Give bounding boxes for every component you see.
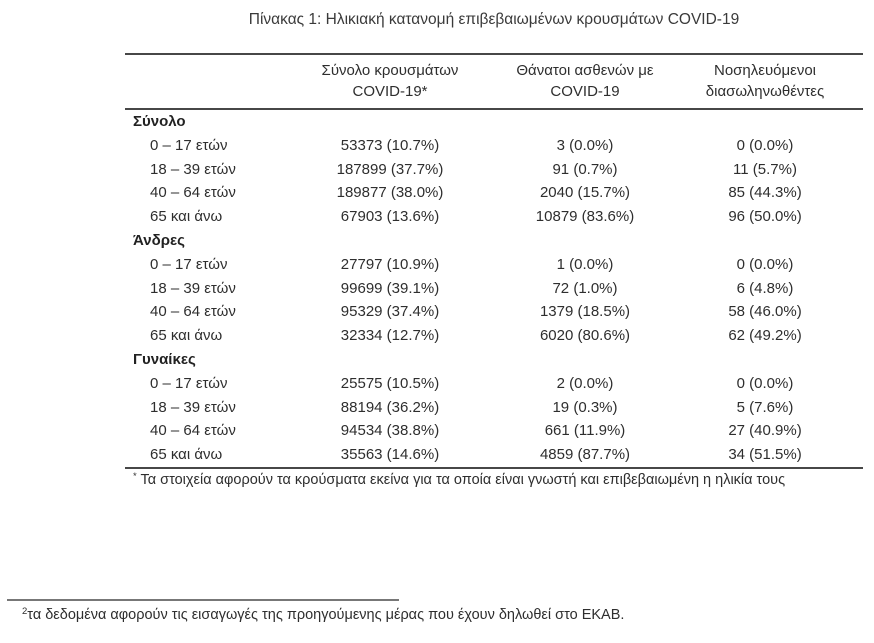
table-row bbox=[125, 324, 863, 348]
table-footnote bbox=[125, 472, 863, 488]
age-label: 0 – 17 ετών bbox=[150, 255, 228, 273]
header-row bbox=[125, 54, 863, 109]
cases-value: 187899 (37.7%) bbox=[336, 160, 444, 178]
deaths-value: 1 (0.0%) bbox=[556, 255, 614, 273]
column-header-line: Θάνατοι ασθενών με bbox=[516, 62, 654, 79]
table-row bbox=[125, 443, 863, 468]
column-header-line: Νοσηλευόμενοι bbox=[713, 62, 816, 79]
deaths-value: 661 (11.9%) bbox=[544, 422, 626, 440]
intubated-value: 0 (0.0%) bbox=[736, 136, 794, 154]
age-label: 65 και άνω bbox=[150, 327, 223, 345]
intubated-value: 6 (4.8%) bbox=[736, 279, 794, 297]
table-row bbox=[125, 277, 863, 301]
column-header-line: COVID-19 bbox=[550, 83, 620, 100]
deaths-value: 4859 (87.7%) bbox=[539, 446, 631, 464]
table-row bbox=[125, 300, 863, 324]
age-label: 40 – 64 ετών bbox=[150, 303, 236, 321]
column-header-deaths bbox=[503, 54, 667, 109]
footnote-asterisk-marker: * bbox=[133, 470, 137, 482]
intubated-value: 58 (46.0%) bbox=[728, 303, 802, 321]
table-row bbox=[125, 205, 863, 229]
empty-cell bbox=[277, 348, 503, 372]
cases-value: 67903 (13.6%) bbox=[340, 208, 440, 226]
intubated-value: 34 (51.5%) bbox=[728, 446, 802, 464]
deaths-value: 72 (1.0%) bbox=[552, 279, 618, 297]
section-row bbox=[125, 348, 863, 372]
column-header-line: Σύνολο κρουσμάτων bbox=[321, 62, 459, 79]
page-footnote-text: τα δεδομένα αφορούν τις εισαγωγές της προηγούμενης μέρας που έχουν δηλωθεί στο ΕΚΑΒ. bbox=[27, 607, 625, 623]
page-footnote bbox=[22, 607, 624, 623]
cases-value: 88194 (36.2%) bbox=[340, 398, 440, 416]
cases-age-distribution-table bbox=[125, 53, 863, 488]
deaths-value: 3 (0.0%) bbox=[556, 136, 614, 154]
age-label: 18 – 39 ετών bbox=[150, 398, 236, 416]
age-label: 0 – 17 ετών bbox=[150, 374, 228, 392]
table-row bbox=[125, 372, 863, 396]
empty-cell bbox=[503, 229, 667, 253]
deaths-value: 10879 (83.6%) bbox=[535, 208, 635, 226]
empty-cell bbox=[277, 109, 503, 134]
intubated-value: 11 (5.7%) bbox=[733, 160, 797, 178]
section-label: Άνδρες bbox=[133, 231, 185, 249]
age-label: 18 – 39 ετών bbox=[150, 160, 236, 178]
footnote-number-marker: 2 bbox=[22, 606, 28, 617]
table-row bbox=[125, 181, 863, 205]
age-label: 65 και άνω bbox=[150, 208, 223, 226]
section-row bbox=[125, 109, 863, 134]
table-row bbox=[125, 396, 863, 420]
column-header-line: διασωληνωθέντες bbox=[705, 83, 825, 100]
intubated-value: 27 (40.9%) bbox=[728, 422, 802, 440]
cases-value: 189877 (38.0%) bbox=[336, 184, 444, 202]
empty-cell bbox=[503, 348, 667, 372]
empty-cell bbox=[667, 109, 863, 134]
empty-header-cell bbox=[125, 54, 277, 109]
table-footnote-text: Τα στοιχεία αφορούν τα κρούσματα εκείνα για τα οποία είναι γνωστή και επιβεβαιωμένη η ηλικία τους bbox=[136, 471, 786, 488]
column-header-line: COVID-19* bbox=[352, 83, 428, 100]
deaths-value: 91 (0.7%) bbox=[552, 160, 618, 178]
empty-cell bbox=[503, 109, 667, 134]
cases-value: 53373 (10.7%) bbox=[340, 136, 440, 154]
deaths-value: 19 (0.3%) bbox=[552, 398, 618, 416]
section-row bbox=[125, 229, 863, 253]
column-header-total-cases bbox=[277, 54, 503, 109]
empty-cell bbox=[667, 348, 863, 372]
cases-value: 99699 (39.1%) bbox=[340, 279, 440, 297]
intubated-value: 96 (50.0%) bbox=[728, 208, 802, 226]
cases-value: 94534 (38.8%) bbox=[340, 422, 440, 440]
intubated-value: 62 (49.2%) bbox=[728, 327, 802, 345]
age-label: 40 – 64 ετών bbox=[150, 422, 236, 440]
intubated-value: 5 (7.6%) bbox=[736, 398, 794, 416]
table-row bbox=[125, 419, 863, 443]
section-label: Γυναίκες bbox=[133, 350, 196, 368]
intubated-value: 85 (44.3%) bbox=[728, 184, 802, 202]
intubated-value: 0 (0.0%) bbox=[736, 374, 794, 392]
column-header-intubated bbox=[667, 54, 863, 109]
intubated-value: 0 (0.0%) bbox=[736, 255, 794, 273]
age-label: 65 και άνω bbox=[150, 446, 223, 464]
section-label: Σύνολο bbox=[133, 113, 186, 130]
deaths-value: 2 (0.0%) bbox=[556, 374, 614, 392]
empty-cell bbox=[667, 229, 863, 253]
cases-value: 32334 (12.7%) bbox=[340, 327, 440, 345]
cases-value: 27797 (10.9%) bbox=[340, 255, 440, 273]
cases-value: 95329 (37.4%) bbox=[340, 303, 440, 321]
deaths-value: 2040 (15.7%) bbox=[539, 184, 631, 202]
table-row bbox=[125, 158, 863, 182]
table-row bbox=[125, 134, 863, 158]
deaths-value: 1379 (18.5%) bbox=[539, 303, 631, 321]
stats-table bbox=[125, 53, 863, 469]
empty-cell bbox=[277, 229, 503, 253]
age-label: 40 – 64 ετών bbox=[150, 184, 236, 202]
page-title: Πίνακας 1: Ηλικιακή κατανομή επιβεβαιωμένων κρουσμάτων COVID-19 bbox=[248, 11, 740, 28]
cases-value: 35563 (14.6%) bbox=[340, 446, 440, 464]
table-row bbox=[125, 253, 863, 277]
age-label: 18 – 39 ετών bbox=[150, 279, 236, 297]
footnote-divider-line bbox=[7, 599, 399, 601]
deaths-value: 6020 (80.6%) bbox=[539, 327, 631, 345]
cases-value: 25575 (10.5%) bbox=[340, 374, 440, 392]
age-label: 0 – 17 ετών bbox=[150, 136, 228, 154]
